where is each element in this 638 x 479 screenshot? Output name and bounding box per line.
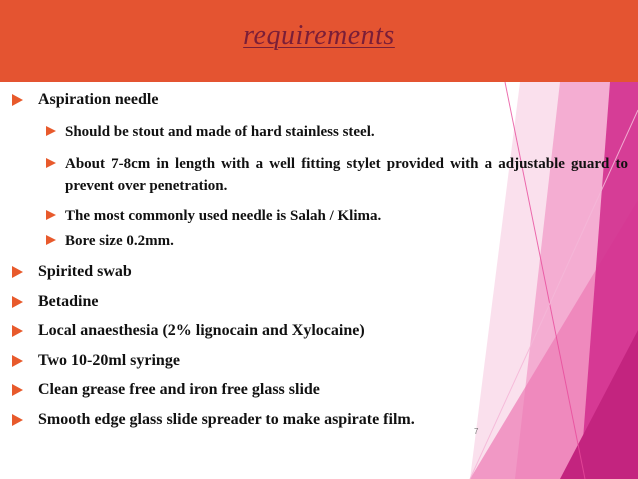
bullet-text: The most commonly used needle is Salah / Klima.	[65, 208, 382, 224]
bullet-text: Aspiration needle	[38, 91, 159, 108]
bullet-text: Betadine	[38, 293, 99, 310]
sub-bullet-bore-size	[46, 230, 628, 252]
bullet-text: Bore size 0.2mm.	[65, 233, 174, 249]
bullet-text: Clean grease free and iron free glass slide	[38, 381, 320, 398]
bullet-arrow-icon	[12, 355, 23, 367]
bullet-arrow-icon	[12, 325, 23, 337]
bullet-arrow-icon	[46, 210, 56, 220]
bullet-arrow-icon	[46, 126, 56, 136]
slide-title: requirements	[243, 20, 395, 51]
bullet-item-glass-slide	[12, 379, 622, 401]
sub-bullet-stout-steel	[46, 121, 628, 143]
bullet-arrow-icon	[46, 158, 56, 168]
bullet-item-spreader	[12, 409, 622, 431]
bullet-arrow-icon	[12, 414, 23, 426]
bullet-arrow-icon	[12, 94, 23, 106]
bullet-text: Should be stout and made of hard stainless steel.	[65, 124, 375, 140]
bullet-text: Smooth edge glass slide spreader to make aspirate film.	[38, 411, 415, 428]
bullet-text: Local anaesthesia (2% lignocain and Xylocaine)	[38, 322, 365, 339]
bullet-item-local-anaesthesia	[12, 320, 622, 342]
bullet-item-betadine	[12, 291, 622, 313]
bullet-item-syringe	[12, 350, 622, 372]
page-number: 7	[474, 427, 479, 436]
bullet-arrow-icon	[12, 296, 23, 308]
bullet-arrow-icon	[12, 266, 23, 278]
bullet-item-spirited-swab	[12, 261, 622, 283]
sub-bullet-common-needle	[46, 205, 628, 227]
bullet-arrow-icon	[46, 235, 56, 245]
bullet-arrow-icon	[12, 384, 23, 396]
bullet-text: Two 10-20ml syringe	[38, 352, 180, 369]
bullet-item-aspiration-needle	[12, 89, 622, 111]
sub-bullet-length-stylet	[46, 153, 628, 197]
bullet-text: About 7-8cm in length with a well fitting stylet provided with a adjustable guard to prevent over penetration.	[65, 156, 628, 194]
bullet-text: Spirited swab	[38, 263, 132, 280]
